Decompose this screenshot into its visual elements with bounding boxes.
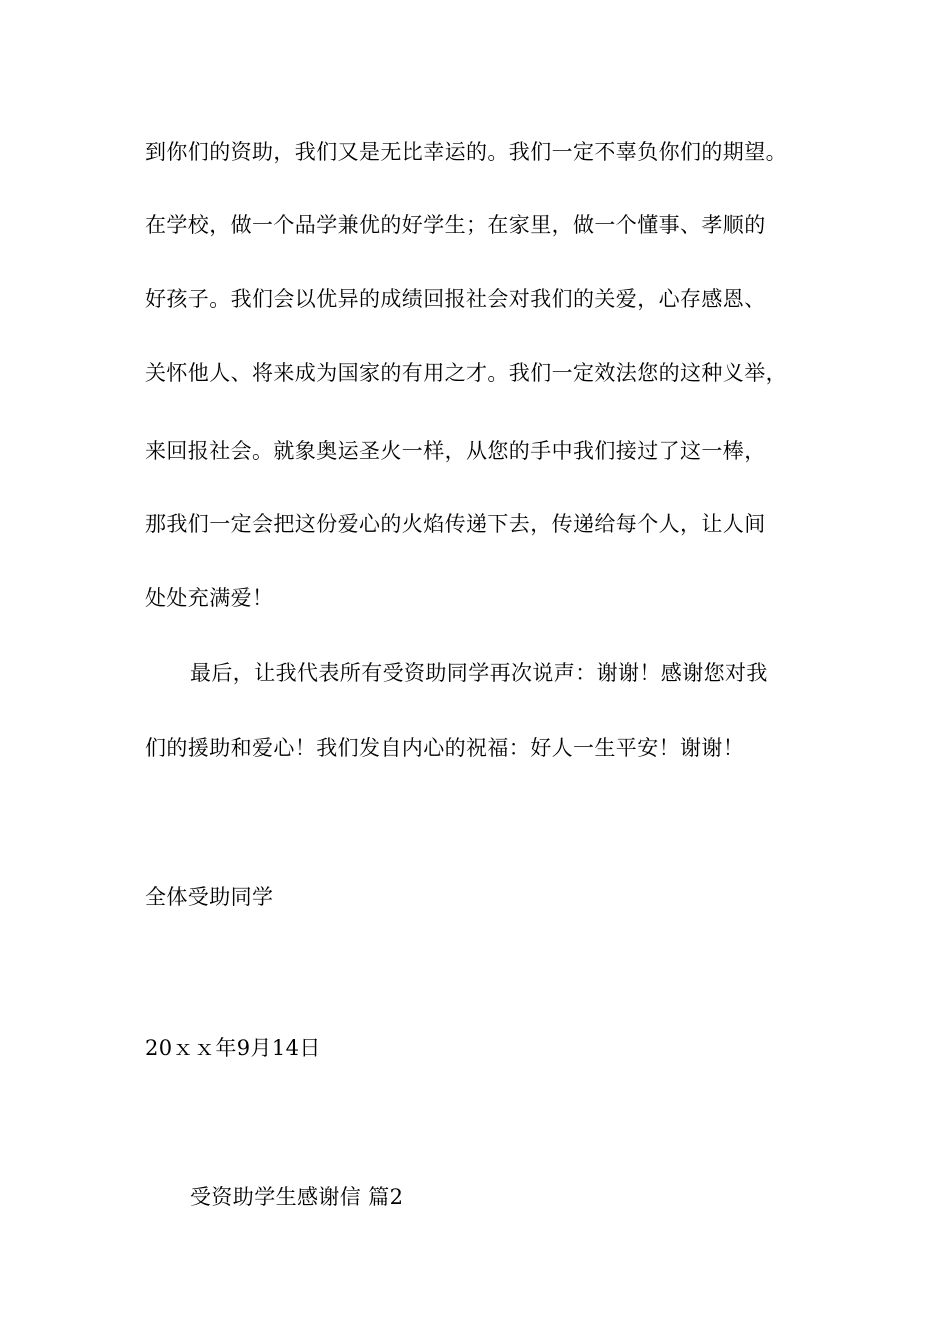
closing-line: 最后，让我代表所有受资助同学再次说声：谢谢！感谢您对我	[190, 661, 768, 685]
body-line: 好孩子。我们会以优异的成绩回报社会对我们的关爱，心存感恩、	[145, 287, 766, 311]
date: 20ｘｘ年9月14日	[145, 1036, 321, 1060]
next-section-title: 受资助学生感谢信 篇2	[190, 1185, 404, 1209]
body-line: 在学校，做一个品学兼优的好学生；在家里，做一个懂事、孝顺的	[145, 213, 766, 237]
body-line: 处处充满爱！	[145, 586, 274, 610]
signature: 全体受助同学	[145, 885, 274, 909]
body-line: 来回报社会。就象奥运圣火一样，从您的手中我们接过了这一棒，	[145, 439, 766, 463]
closing-line: 们的援助和爱心！我们发自内心的祝福：好人一生平安！谢谢！	[145, 736, 745, 760]
body-line: 关怀他人、将来成为国家的有用之才。我们一定效法您的这种义举，	[145, 361, 787, 385]
body-line: 那我们一定会把这份爱心的火焰传递下去，传递给每个人，让人间	[145, 512, 766, 536]
body-line: 到你们的资助，我们又是无比幸运的。我们一定不辜负你们的期望。	[145, 140, 787, 164]
